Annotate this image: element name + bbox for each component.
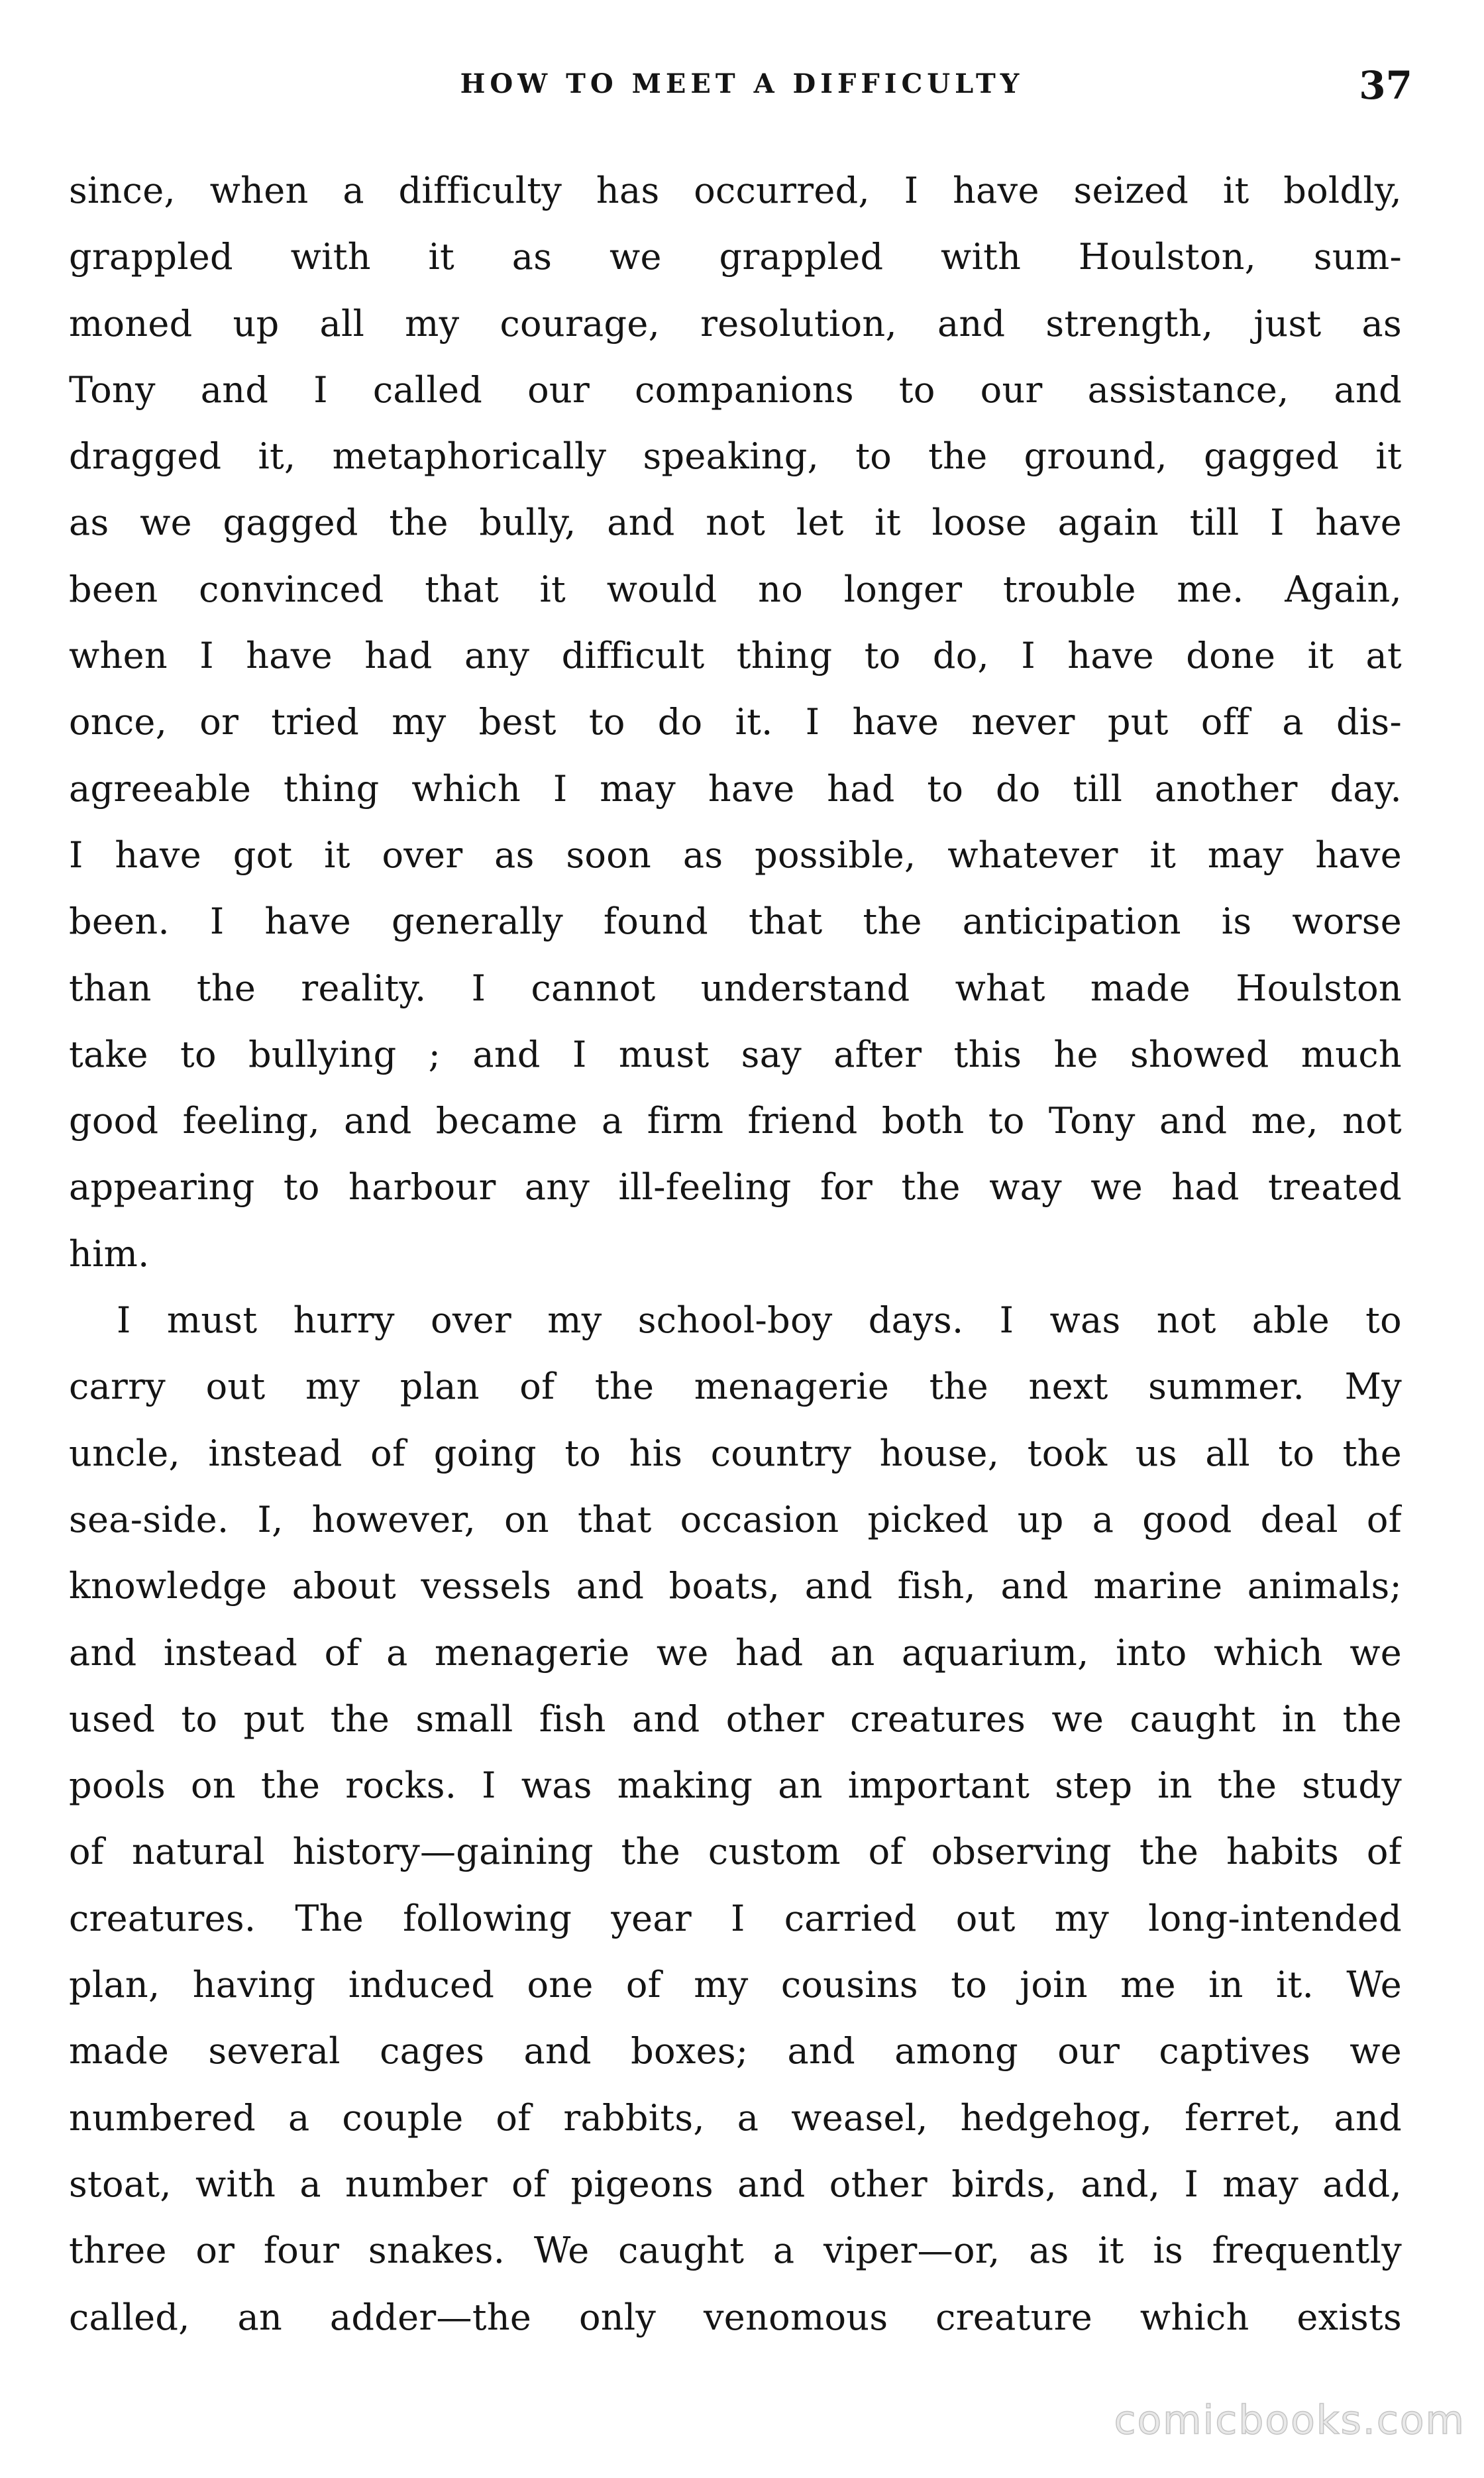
text-line: creatures. The following year I carried out my long-intended: [69, 1897, 1402, 1939]
text-line: sea-side. I, however, on that occasion picked up a good deal of: [69, 1498, 1402, 1540]
text-line: uncle, instead of going to his country house, took us all to the: [69, 1432, 1402, 1474]
text-line: stoat, with a number of pigeons and other birds, and, I may add,: [69, 2163, 1402, 2205]
text-line: I have got it over as soon as possible, whatever it may have: [69, 834, 1402, 876]
text-line: when I have had any difficult thing to do, I have done it at: [69, 635, 1402, 677]
text-line: numbered a couple of rabbits, a weasel, hedgehog, ferret, and: [69, 2096, 1402, 2139]
page-header: [0, 63, 1484, 123]
running-title: HOW TO MEET A DIFFICULTY: [460, 68, 1024, 99]
text-line: agreeable thing which I may have had to do till another day.: [69, 767, 1402, 810]
text-line: called, an adder—the only venomous creature which exists: [69, 2296, 1402, 2338]
text-line: pools on the rocks. I was making an important step in the study: [69, 1764, 1402, 1807]
text-line: take to bullying ; and I must say after this he showed much: [69, 1033, 1402, 1075]
text-line: dragged it, metaphorically speaking, to the ground, gagged it: [69, 435, 1402, 478]
text-line: moned up all my courage, resolution, and strength, just as: [69, 302, 1402, 345]
text-line: made several cages and boxes; and among our captives we: [69, 2030, 1402, 2073]
text-line: been convinced that it would no longer trouble me. Again,: [69, 568, 1402, 610]
text-line: I must hurry over my school-boy days. I was not able to: [117, 1299, 1402, 1342]
text-line: carry out my plan of the menagerie the next summer. My: [69, 1366, 1402, 1408]
text-line: than the reality. I cannot understand what made Houlston: [69, 967, 1402, 1009]
text-line: him.: [69, 1232, 150, 1275]
watermark: comicbooks.com: [1114, 2397, 1465, 2444]
text-line: since, when a difficulty has occurred, I have seized it boldly,: [69, 170, 1402, 211]
page-number: 37: [1359, 63, 1412, 108]
body-text: [69, 158, 1402, 2351]
text-line: good feeling, and became a firm friend both to Tony and me, not: [69, 1100, 1402, 1142]
text-line: knowledge about vessels and boats, and fish, and marine animals;: [69, 1565, 1402, 1607]
text-line: as we gagged the bully, and not let it loose again till I have: [69, 502, 1402, 544]
text-line: and instead of a menagerie we had an aquarium, into which we: [69, 1631, 1402, 1674]
text-line: of natural history—gaining the custom of observing the habits of: [69, 1831, 1402, 1873]
text-line: used to put the small fish and other creatures we caught in the: [69, 1697, 1402, 1740]
text-line: three or four snakes. We caught a viper—or, as it is frequently: [69, 2230, 1402, 2272]
text-line: once, or tried my best to do it. I have never put off a dis-: [69, 701, 1402, 743]
text-line: been. I have generally found that the anticipation is worse: [69, 900, 1402, 943]
text-line: plan, having induced one of my cousins to join me in it. We: [69, 1964, 1402, 2006]
text-line: grappled with it as we grappled with Houlston, sum-: [69, 236, 1402, 278]
text-line: appearing to harbour any ill-feeling for the way we had treated: [69, 1166, 1402, 1209]
text-line: Tony and I called our companions to our assistance, and: [69, 368, 1402, 411]
